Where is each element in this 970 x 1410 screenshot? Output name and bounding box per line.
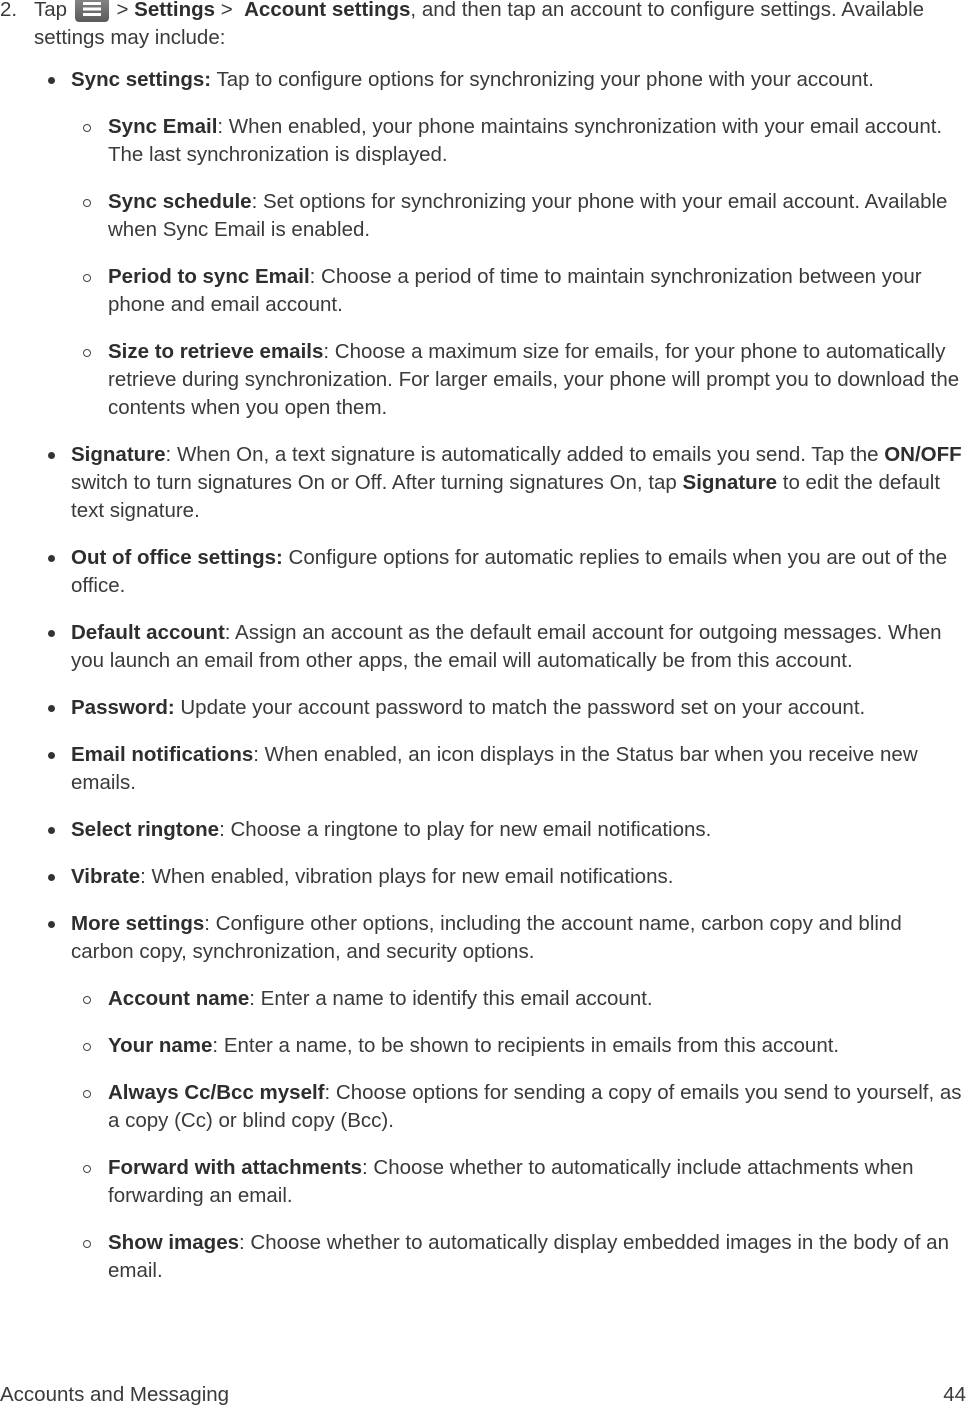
item-label: Forward with attachments bbox=[108, 1156, 363, 1179]
list-item-period-sync bbox=[71, 263, 968, 319]
step-2 bbox=[0, 0, 965, 52]
bullet-icon bbox=[48, 705, 55, 712]
bullet-icon bbox=[48, 555, 55, 562]
circle-bullet-icon bbox=[83, 349, 91, 357]
item-label: Your name bbox=[108, 1034, 213, 1057]
item-text: Configure options for automatic replies to emails when you are out of the office. bbox=[71, 546, 948, 597]
item-label: Email notifications bbox=[71, 743, 254, 766]
account-settings-label: Account settings bbox=[244, 0, 411, 21]
list-item-signature bbox=[0, 441, 968, 525]
step-text bbox=[34, 0, 965, 52]
item-label: Show images bbox=[108, 1231, 240, 1254]
list-item-more-settings bbox=[0, 910, 968, 1285]
bullet-icon bbox=[48, 77, 55, 84]
item-label: Select ringtone bbox=[71, 818, 220, 841]
bullet-icon bbox=[48, 452, 55, 459]
page-number: 44 bbox=[943, 1383, 966, 1406]
signature-label: Signature bbox=[682, 471, 778, 494]
item-label: Out of office settings: bbox=[71, 546, 283, 569]
item-text: switch to turn signatures On or Off. After turning signatures On, tap bbox=[71, 471, 683, 494]
circle-bullet-icon bbox=[83, 1165, 91, 1173]
list-item-password bbox=[0, 694, 968, 722]
onoff-label: ON/OFF bbox=[884, 443, 962, 466]
list-item-sync-schedule bbox=[71, 188, 968, 244]
bullet-icon bbox=[48, 827, 55, 834]
bullet-icon bbox=[48, 630, 55, 637]
item-text: : Choose options for sending a copy of emails you send to yourself, as a copy (Cc) or blind copy (Bcc). bbox=[108, 1081, 962, 1132]
item-text: : Set options for synchronizing your phone with your email account. Available when Sync Email is enabled. bbox=[108, 190, 948, 241]
list-item-sync-email bbox=[71, 113, 968, 169]
circle-bullet-icon bbox=[83, 1240, 91, 1248]
item-label: More settings bbox=[71, 912, 205, 935]
item-text: Tap to configure options for synchronizing your phone with your account. bbox=[211, 68, 874, 91]
list-item-forward-attachments bbox=[71, 1154, 968, 1210]
menu-icon bbox=[75, 0, 109, 22]
item-text: Update your account password to match the password set on your account. bbox=[174, 696, 866, 719]
sync-sublist bbox=[71, 113, 968, 422]
item-label: Default account bbox=[71, 621, 225, 644]
item-text: : Choose a period of time to maintain synchronization between your phone and email account. bbox=[108, 265, 922, 316]
item-text: to edit the default text signature. bbox=[71, 471, 941, 522]
list-item-default-account bbox=[0, 619, 968, 675]
item-text: : When enabled, an icon displays in the Status bar when you receive new emails. bbox=[71, 743, 918, 794]
item-label: Always Cc/Bcc myself bbox=[108, 1081, 325, 1104]
item-text: : Choose a maximum size for emails, for your phone to automatically retrieve during synchronization. For larger emails, your phone will prompt you to download the contents when you open them. bbox=[108, 340, 960, 419]
step-sep: > bbox=[116, 0, 129, 21]
bullet-icon bbox=[48, 874, 55, 881]
item-label: Sync schedule bbox=[108, 190, 252, 213]
circle-bullet-icon bbox=[83, 199, 91, 207]
circle-bullet-icon bbox=[83, 1090, 91, 1098]
circle-bullet-icon bbox=[83, 124, 91, 132]
bullet-icon bbox=[48, 752, 55, 759]
list-item-sync-settings bbox=[0, 66, 968, 422]
item-label: Sync Email bbox=[108, 115, 218, 138]
list-item-vibrate bbox=[0, 863, 968, 891]
more-settings-sublist bbox=[71, 985, 968, 1285]
item-text: : Choose whether to automatically display embedded images in the body of an email. bbox=[108, 1231, 949, 1282]
item-text: : Assign an account as the default email account for outgoing messages. When you launch an email from other apps, the email will automatically be from this account. bbox=[71, 621, 942, 672]
item-label: Password: bbox=[71, 696, 175, 719]
list-item-always-cc bbox=[71, 1079, 968, 1135]
item-text: : When enabled, your phone maintains synchronization with your email account. The last synchronization is displayed. bbox=[108, 115, 943, 166]
circle-bullet-icon bbox=[83, 996, 91, 1004]
step-number: 2. bbox=[0, 0, 18, 21]
list-item-your-name bbox=[71, 1032, 968, 1060]
settings-label: Settings bbox=[134, 0, 216, 21]
list-item-show-images bbox=[71, 1229, 968, 1285]
bullet-icon bbox=[48, 921, 55, 928]
item-label: Signature bbox=[71, 443, 166, 466]
step-tap: Tap bbox=[34, 0, 68, 21]
step-sep: > bbox=[220, 0, 233, 21]
item-text: : When enabled, vibration plays for new email notifications. bbox=[140, 865, 674, 888]
item-text: : Enter a name, to be shown to recipients in emails from this account. bbox=[212, 1034, 840, 1057]
item-label: Period to sync Email bbox=[108, 265, 310, 288]
circle-bullet-icon bbox=[83, 1043, 91, 1051]
item-label: Sync settings: bbox=[71, 68, 212, 91]
item-text: : Choose a ringtone to play for new email notifications. bbox=[219, 818, 712, 841]
item-label: Account name bbox=[108, 987, 250, 1010]
footer-section: Accounts and Messaging bbox=[0, 1383, 230, 1406]
list-item-account-name bbox=[71, 985, 968, 1013]
list-item-email-notifications bbox=[0, 741, 968, 797]
list-item-size-retrieve bbox=[71, 338, 968, 422]
item-text: : Enter a name to identify this email account. bbox=[249, 987, 653, 1010]
list-item-out-of-office bbox=[0, 544, 968, 600]
item-label: Size to retrieve emails bbox=[108, 340, 324, 363]
circle-bullet-icon bbox=[83, 274, 91, 282]
item-text: : When On, a text signature is automatically added to emails you send. Tap the bbox=[165, 443, 885, 466]
item-text: : Configure other options, including the account name, carbon copy and blind carbon copy, synchronization, and security options. bbox=[71, 912, 902, 963]
list-item-select-ringtone bbox=[0, 816, 968, 844]
step-rest: , and then tap an account to configure settings. Available settings may include: bbox=[34, 0, 925, 49]
item-text: : Choose whether to automatically include attachments when forwarding an email. bbox=[108, 1156, 914, 1207]
item-label: Vibrate bbox=[71, 865, 141, 888]
settings-list bbox=[0, 66, 968, 1304]
